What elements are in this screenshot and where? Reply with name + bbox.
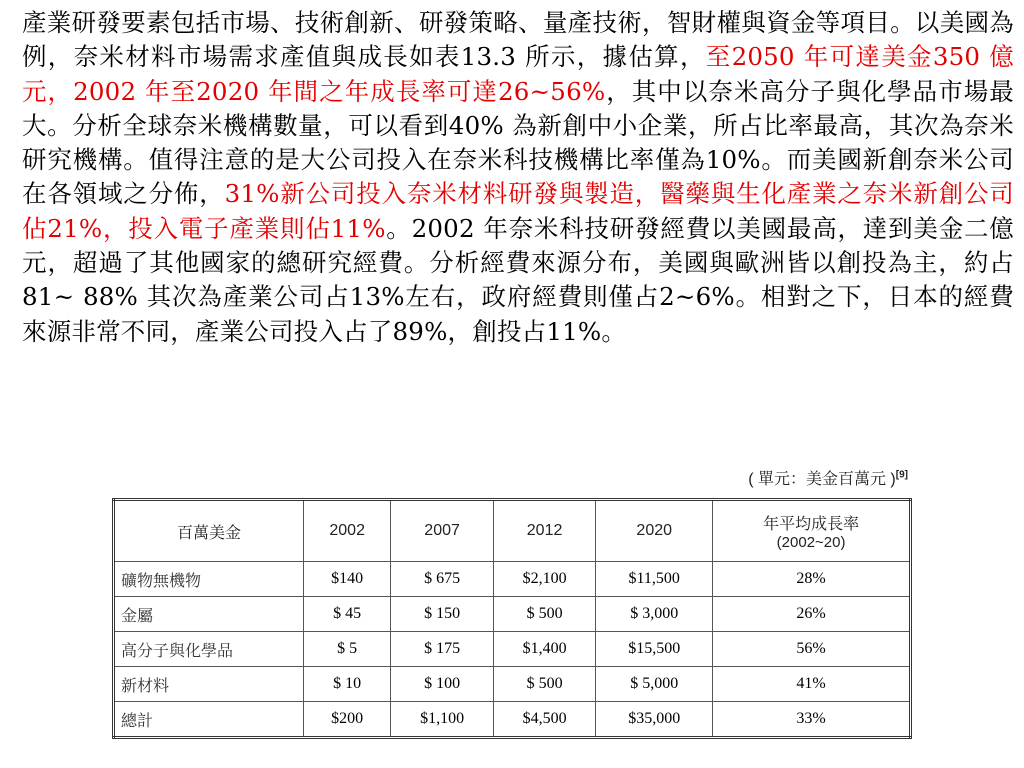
cell-2012: $2,100 [493, 562, 595, 597]
cell-growth: 41% [713, 667, 911, 702]
cell-2020: $11,500 [596, 562, 713, 597]
header-2012: 2012 [493, 500, 595, 562]
cell-2002: $ 10 [304, 667, 391, 702]
cell-2020: $ 3,000 [596, 597, 713, 632]
row-label: 總計 [114, 702, 304, 738]
cell-2007: $1,100 [391, 702, 493, 738]
header-growth [713, 500, 911, 562]
row-label: 新材料 [114, 667, 304, 702]
unit-reference: [9] [895, 469, 908, 481]
header-growth-title: 年平均成長率 [763, 516, 860, 533]
cell-2007: $ 150 [391, 597, 493, 632]
cell-2020: $ 5,000 [596, 667, 713, 702]
cell-growth: 28% [713, 562, 911, 597]
header-category: 百萬美金 [114, 500, 304, 562]
nano-market-table [112, 498, 912, 739]
table-row [114, 562, 911, 597]
cell-2020: $15,500 [596, 632, 713, 667]
unit-label: ( 單元：美金百萬元 ) [748, 471, 896, 488]
row-label: 金屬 [114, 597, 304, 632]
cell-growth: 26% [713, 597, 911, 632]
cell-2002: $ 5 [304, 632, 391, 667]
table-unit-caption [748, 466, 908, 489]
table-row [114, 597, 911, 632]
cell-2012: $ 500 [493, 597, 595, 632]
cell-growth: 56% [713, 632, 911, 667]
cell-2012: $ 500 [493, 667, 595, 702]
cell-2012: $1,400 [493, 632, 595, 667]
cell-growth: 33% [713, 702, 911, 738]
cell-2002: $140 [304, 562, 391, 597]
cell-2007: $ 100 [391, 667, 493, 702]
paragraph-text-1: 產業研發要素包括市場、技術創新、研發策略、量產技術，智財權與資金等項目。以美國為例，奈米材料市場需求產值與成長如表13.3 所示，據估算， [22, 8, 1014, 72]
header-2002: 2002 [304, 500, 391, 562]
paragraph-text-3: 。2002 年奈米科技研發經費以美國最高，達到美金二億元，超過了其他國家的總研究經費。分析經費來源分布，美國與歐洲皆以創投為主，約占81~ 88% 其次為產業公司占13%左右，政府經費則僅占2~6%。相對之下，日本的經費來源非常不同，產業公司投入占了89%，創投占11%。 [22, 213, 1015, 346]
cell-2002: $ 45 [304, 597, 391, 632]
highlight-startup-distribution: 31%新公司投入奈米材料研發與製造，醫藥與生化產業之奈米新創公司佔21%，投入電子產業則佔11% [22, 179, 1014, 243]
cell-2007: $ 675 [391, 562, 493, 597]
row-label: 高分子與化學品 [114, 632, 304, 667]
cell-2012: $4,500 [493, 702, 595, 738]
cell-2007: $ 175 [391, 632, 493, 667]
header-growth-period: (2002~20) [776, 534, 846, 551]
cell-2020: $35,000 [596, 702, 713, 738]
highlight-growth-forecast: 至2050 年可達美金350 億元，2002 年至2020 年間之年成長率可達26~56% [22, 42, 1014, 106]
paragraph-text-2: ，其中以奈米高分子與化學品市場最大。分析全球奈米機構數量，可以看到40% 為新創中小企業，所占比率最高，其次為奈米研究機構。值得注意的是大公司投入在奈米科技機構比率僅為10%。而美國新創奈米公司在各領域之分佈， [22, 76, 1015, 209]
header-2007: 2007 [391, 500, 493, 562]
header-2020: 2020 [596, 500, 713, 562]
main-paragraph [22, 6, 1014, 349]
table-row-total [114, 702, 911, 738]
table-header-row [114, 500, 911, 562]
cell-2002: $200 [304, 702, 391, 738]
row-label: 礦物無機物 [114, 562, 304, 597]
table-row [114, 667, 911, 702]
table-row [114, 632, 911, 667]
